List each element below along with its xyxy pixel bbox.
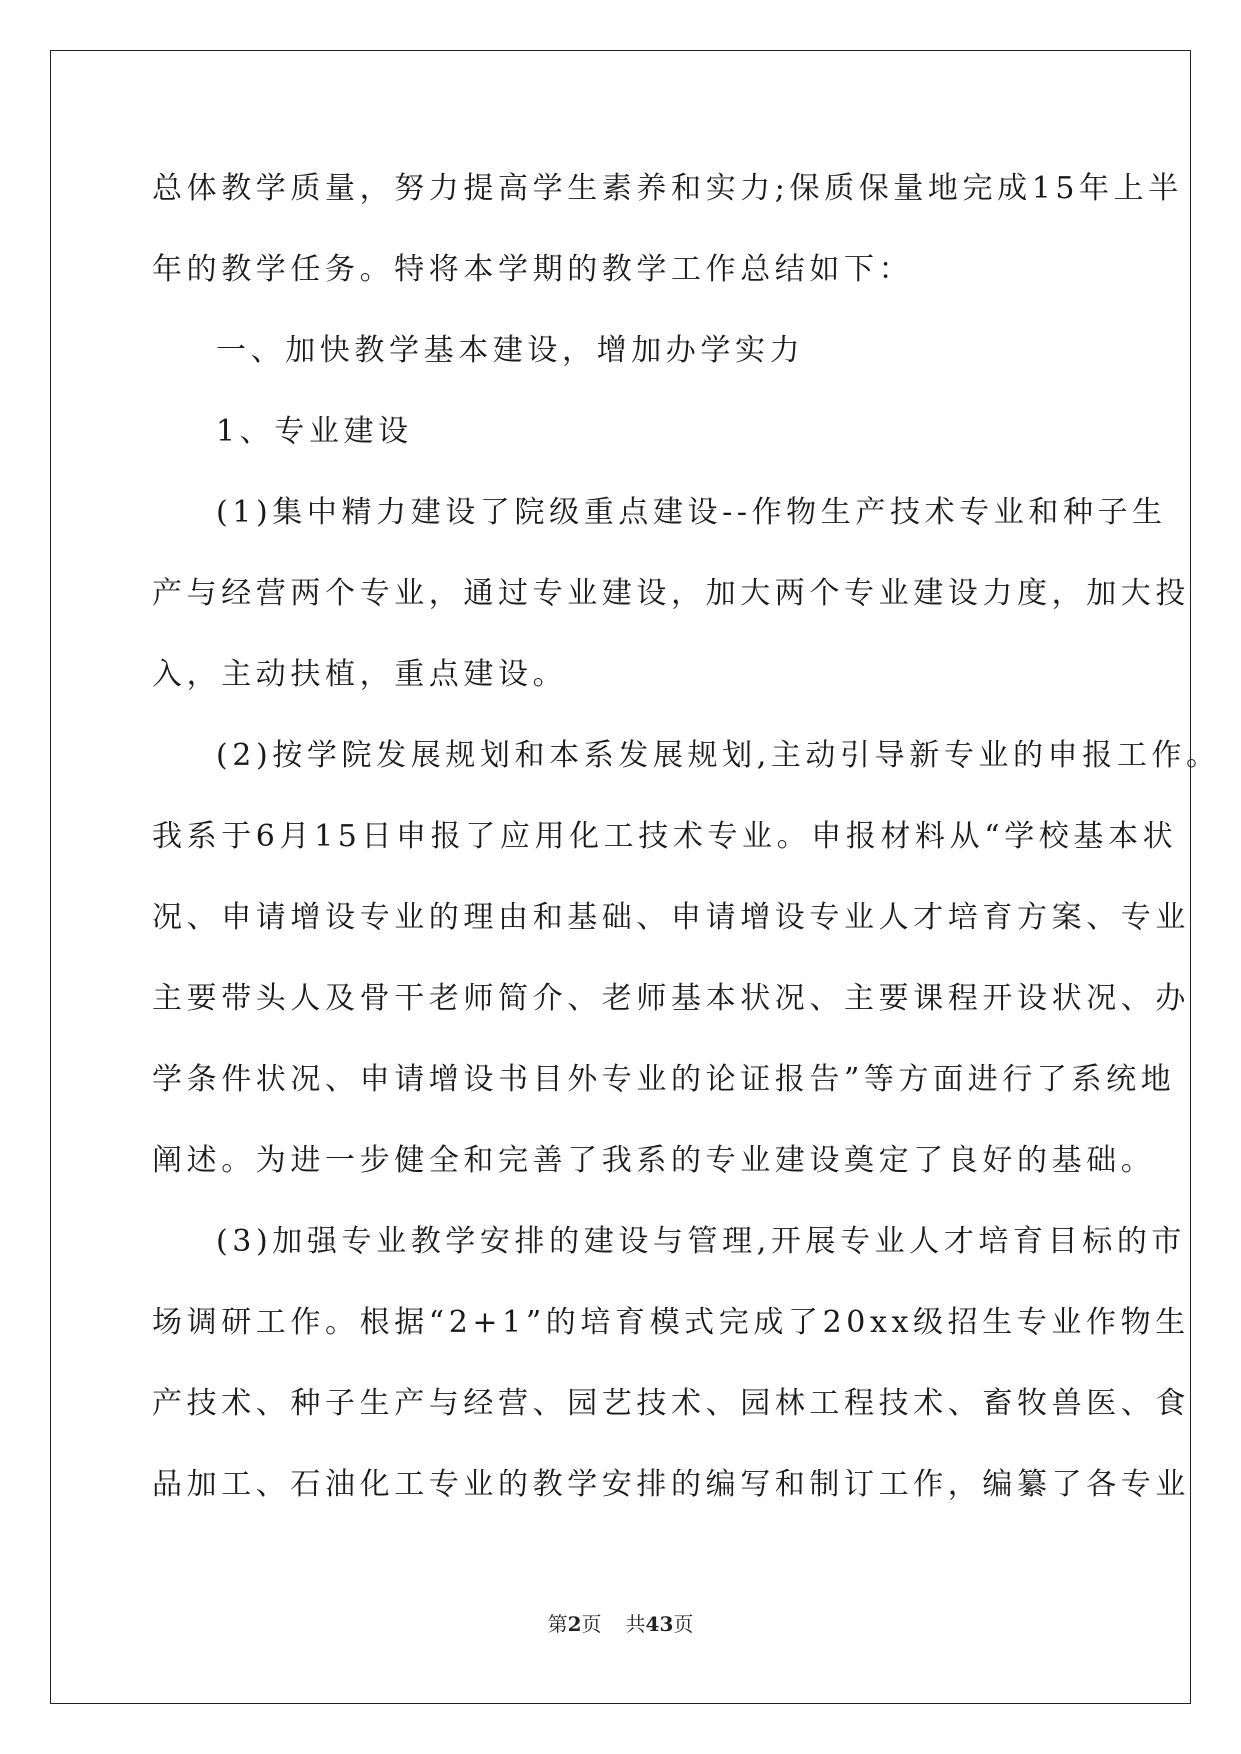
text-line: 阐述。为进一步健全和完善了我系的专业建设奠定了良好的基础。 xyxy=(152,1143,1156,1178)
document-body xyxy=(152,162,1221,1539)
text-line: 我系于6月15日申报了应用化工技术专业。申报材料从“学校基本状 xyxy=(152,819,1178,854)
current-page-number: 2 xyxy=(567,1612,582,1636)
page-prefix: 第 xyxy=(547,1612,568,1636)
text-line: 品加工、石油化工专业的教学安排的编写和制订工作，编纂了各专业 xyxy=(152,1467,1190,1502)
text-line: (3)加强专业教学安排的建设与管理,开展专业人才培育目标的市 xyxy=(216,1224,1187,1259)
text-line: 况、申请增设专业的理由和基础、申请增设专业人才培育方案、专业 xyxy=(152,900,1190,935)
page-footer xyxy=(0,1608,1241,1637)
total-prefix: 共 xyxy=(625,1612,646,1636)
text-line: 主要带头人及骨干老师简介、老师基本状况、主要课程开设状况、办 xyxy=(152,981,1190,1016)
text-line: 年的教学任务。特将本学期的教学工作总结如下： xyxy=(152,252,914,287)
total-pages-number: 43 xyxy=(645,1612,674,1636)
text-line: 场调研工作。根据“2+1”的培育模式完成了20xx级招生专业作物生 xyxy=(152,1305,1190,1340)
total-suffix: 页 xyxy=(673,1612,694,1636)
subsection-heading: 1、专业建设 xyxy=(216,414,413,449)
text-line: 产与经营两个专业，通过专业建设，加大两个专业建设力度，加大投 xyxy=(152,576,1190,611)
page-suffix: 页 xyxy=(581,1612,602,1636)
text-line: 总体教学质量，努力提高学生素养和实力;保质保量地完成15年上半 xyxy=(152,171,1183,206)
text-line: 入，主动扶植，重点建设。 xyxy=(152,657,568,692)
text-line: (2)按学院发展规划和本系发展规划,主动引导新专业的申报工作。 xyxy=(216,738,1221,773)
section-heading: 一、加快教学基本建设，增加办学实力 xyxy=(216,333,805,368)
text-line: 产技术、种子生产与经营、园艺技术、园林工程技术、畜牧兽医、食 xyxy=(152,1386,1190,1421)
text-line: (1)集中精力建设了院级重点建设--作物生产技术专业和种子生 xyxy=(216,495,1167,530)
text-line: 学条件状况、申请增设书目外专业的论证报告”等方面进行了系统地 xyxy=(152,1062,1176,1097)
